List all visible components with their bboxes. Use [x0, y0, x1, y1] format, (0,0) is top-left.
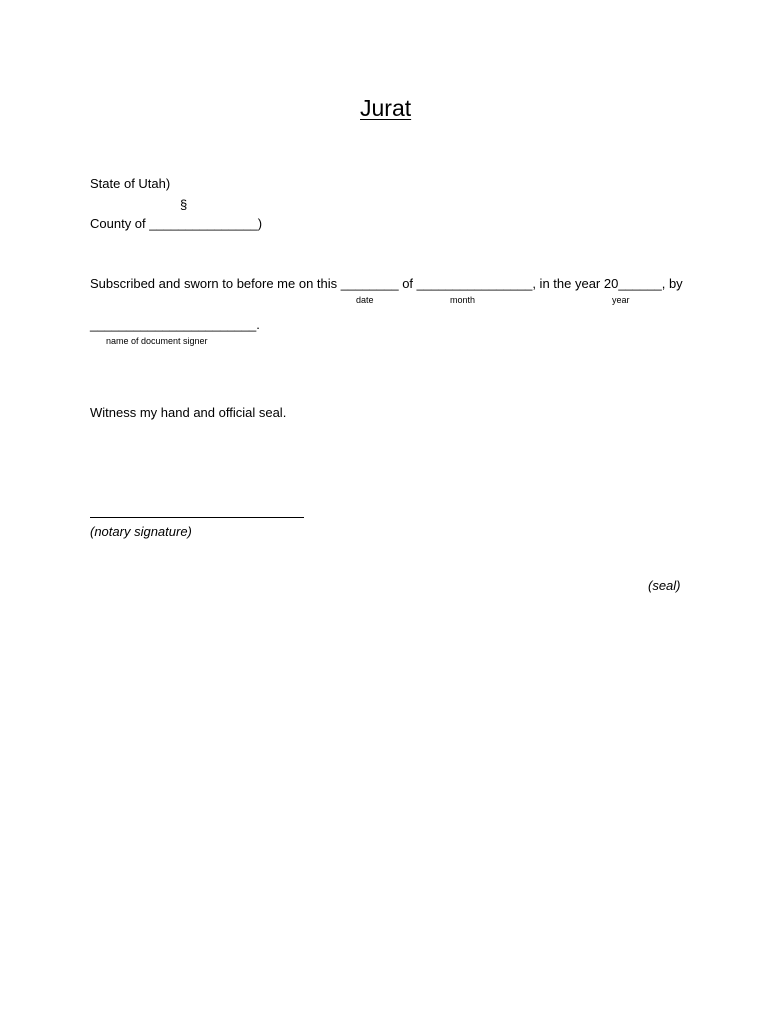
seal-label: (seal) [648, 578, 681, 593]
signer-name-blank: _______________________. [90, 317, 260, 332]
section-symbol: § [180, 197, 188, 212]
witness-statement: Witness my hand and official seal. [90, 405, 287, 420]
oath-sentence: Subscribed and sworn to before me on this ________ of ________________, in the year 20______, by [90, 276, 683, 291]
signer-caption: name of document signer [106, 336, 208, 346]
month-caption: month [450, 295, 476, 305]
year-caption: year [612, 295, 630, 305]
notary-signature-line [90, 517, 304, 518]
county-line: County of _______________) [90, 216, 263, 231]
notary-signature-caption: (notary signature) [90, 524, 192, 539]
date-caption: date [356, 295, 374, 305]
state-line: State of Utah) [90, 176, 171, 191]
document-title: Jurat [360, 95, 412, 121]
